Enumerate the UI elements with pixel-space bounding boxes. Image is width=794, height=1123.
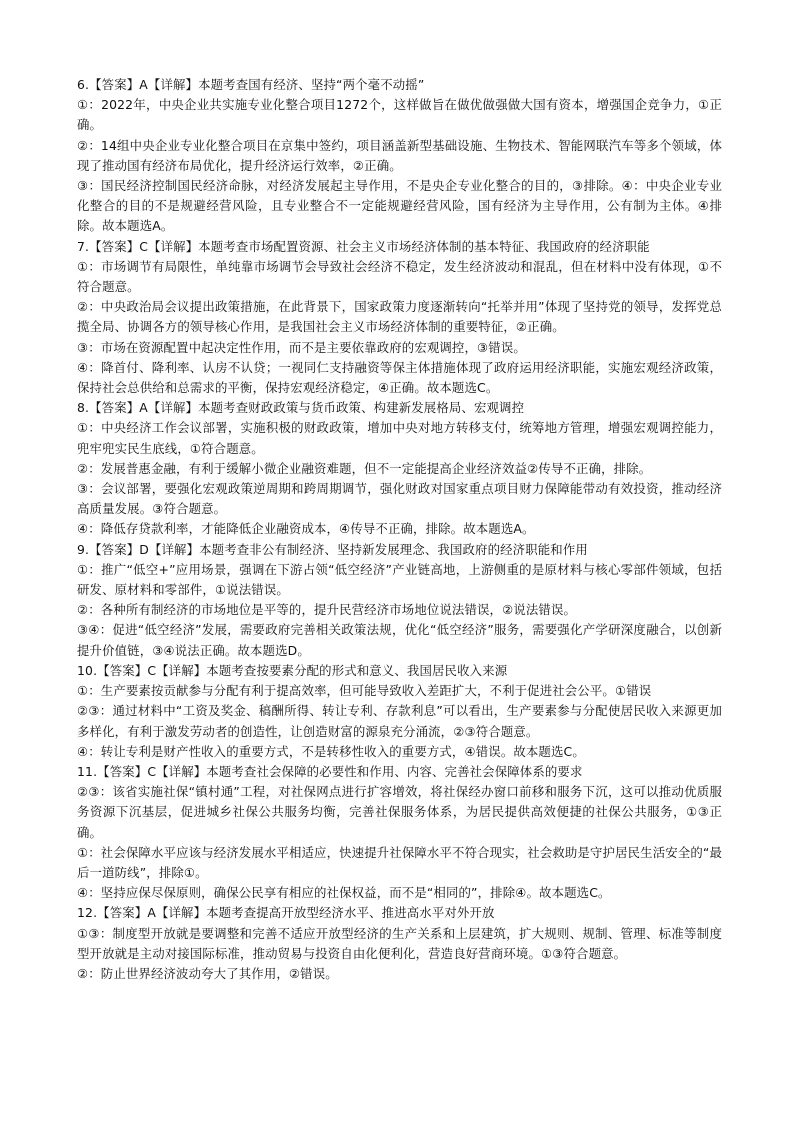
q9-option-2: ②：各种所有制经济的市场地位是平等的，提升民营经济市场地位说法错误，②说法错误。 [77, 602, 577, 618]
q6-heading: 6.【答案】A【详解】本题考查国有经济、坚持“两个毫不动摇” [77, 77, 425, 92]
q10-option-1: ①：生产要素按贡献参与分配有利于提高效率，但可能导致收入差距扩大，不利于促进社会公平。①错误 [77, 683, 652, 699]
q10-option-4: ④：转让专利是财产性收入的重要方式，不是转移性收入的重要方式，④错误。故本题选C。 [77, 743, 585, 759]
q8-option-3: ③：会议部署，要强化宏观政策逆周期和跨周期调节，强化财政对国家重点项目财力保障能带动有效投资，推动经济高质量发展。③符合题意。 [77, 481, 722, 517]
q12-heading: 12.【答案】A【详解】本题考查提高开放型经济水平、推进高水平对外开放 [77, 905, 495, 921]
answer-explanations-page [77, 75, 722, 984]
q8-heading: 8.【答案】A【详解】本题考查财政政策与货币政策、构建新发展格局、宏观调控 [77, 400, 525, 416]
q8-option-4: ④：降低存贷款利率，才能降低企业融资成本，④传导不正确，排除。故本题选A。 [77, 521, 535, 537]
q11-option-1: ①：社会保障水平应该与经济发展水平相适应，快速提升社保障水平不符合现实，社会救助是守护居民生活安全的“最后一道防线”，排除①。 [77, 844, 722, 880]
q7-heading: 7.【答案】C【详解】本题考查市场配置资源、社会主义市场经济体制的基本特征、我国政府的经济职能 [77, 238, 650, 254]
q7-option-2: ②：中央政治局会议提出政策措施，在此背景下，国家政策力度逐渐转向“托举并用”体现了坚持党的领导，发挥党总揽全局、协调各方的领导核心作用，是我国社会主义市场经济体制的重要特征，②正确。 [77, 299, 722, 335]
q10-heading: 10.【答案】C【详解】本题考查按要素分配的形式和意义、我国居民收入来源 [77, 662, 508, 678]
q7-option-1: ①：市场调节有局限性，单纯靠市场调节会导致社会经济不稳定，发生经济波动和混乱，但在材料中没有体现，①不符合题意。 [77, 258, 722, 295]
q9-option-1: ①：推广“低空+”应用场景，强调在下游占领“低空经济”产业链高地，上游侧重的是原材料与核心零部件领域，包括研发、原材料和零部件，①说法错误。 [77, 561, 722, 598]
q7-option-4: ④：降首付、降利率、认房不认贷；一视同仁支持融资等保主体措施体现了政府运用经济职能，实施宏观经济政策，保持社会总供给和总需求的平衡，保持宏观经济稳定，④正确。故本题选C。 [77, 359, 722, 396]
q10-option-2-3: ②③：通过材料中“工资及奖金、稿酬所得、转让专利、存款利息”可以看出，生产要素参与分配使居民收入来源更加多样化，有利于激发劳动者的创造性，让创造财富的源泉充分涌流，②③符合题意。 [77, 703, 722, 739]
q7-option-3: ③：市场在资源配置中起决定性作用，而不是主要依靠政府的宏观调控，③错误。 [77, 339, 526, 355]
q9-option-3-4: ③④：促进“低空经济”发展，需要政府完善相关政策法规，优化“低空经济”服务，需要强化产学研深度融合，以创新提升价值链，③④说法正确。故本题选D。 [77, 622, 722, 658]
q11-option-2-3: ②③：该省实施社保“镇村通”工程，对社保网点进行扩容增效，将社保经办窗口前移和服务下沉，这可以推动优质服务资源下沉基层，促进城乡社保公共服务均衡，完善社保服务体系，为居民提供高效便捷的社保公共服务，①③正确。 [77, 784, 722, 840]
q6-option-1: ①：2022年，中央企业共实施专业化整合项目1272个，这样做旨在做优做强做大国有资本，增强国企竞争力，①正确。 [77, 97, 722, 133]
q11-option-4: ④：坚持应保尽保原则，确保公民享有相应的社保权益，而不是“相同的”，排除④。故本题选C。 [77, 885, 611, 901]
q9-heading: 9.【答案】D【详解】本题考查非公有制经济、坚持新发展理念、我国政府的经济职能和作用 [77, 541, 588, 557]
q6-option-3-4: ③：国民经济控制国民经济命脉，对经济发展起主导作用，不是央企专业化整合的目的，③排除。④：中央企业专业化整合的目的不是规避经营风险，且专业整合不一定能规避经营风险，国有经济为主导作用，公有制为主体。④排除。故本题选A。 [77, 178, 722, 234]
q12-option-1-3: ①③：制度型开放就是要调整和完善不适应开放型经济的生产关系和上层建筑，扩大规则、规制、管理、标准等制度型开放就是主动对接国际标准，推动贸易与投资自由化便利化，营造良好营商环境。①③符合题意。 [77, 925, 722, 961]
q12-option-2: ②：防止世界经济波动夸大了其作用，②错误。 [77, 965, 338, 981]
q8-option-2: ②：发展普惠金融，有利于缓解小微企业融资难题，但不一定能提高企业经济效益②传导不正确，排除。 [77, 460, 652, 476]
q8-option-1: ①：中央经济工作会议部署，实施积极的财政政策，增加中央对地方转移支付，统筹地方管理，增强宏观调控能力，兜牢兜实民生底线，①符合题意。 [77, 420, 722, 456]
q11-heading: 11.【答案】C【详解】本题考查社会保障的必要性和作用、内容、完善社会保障体系的要求 [77, 763, 583, 779]
q6-option-2: ②：14组中央企业专业化整合项目在京集中签约，项目涵盖新型基础设施、生物技术、智能网联汽车等多个领域，体现了推动国有经济布局优化，提升经济运行效率，②正确。 [77, 137, 722, 173]
